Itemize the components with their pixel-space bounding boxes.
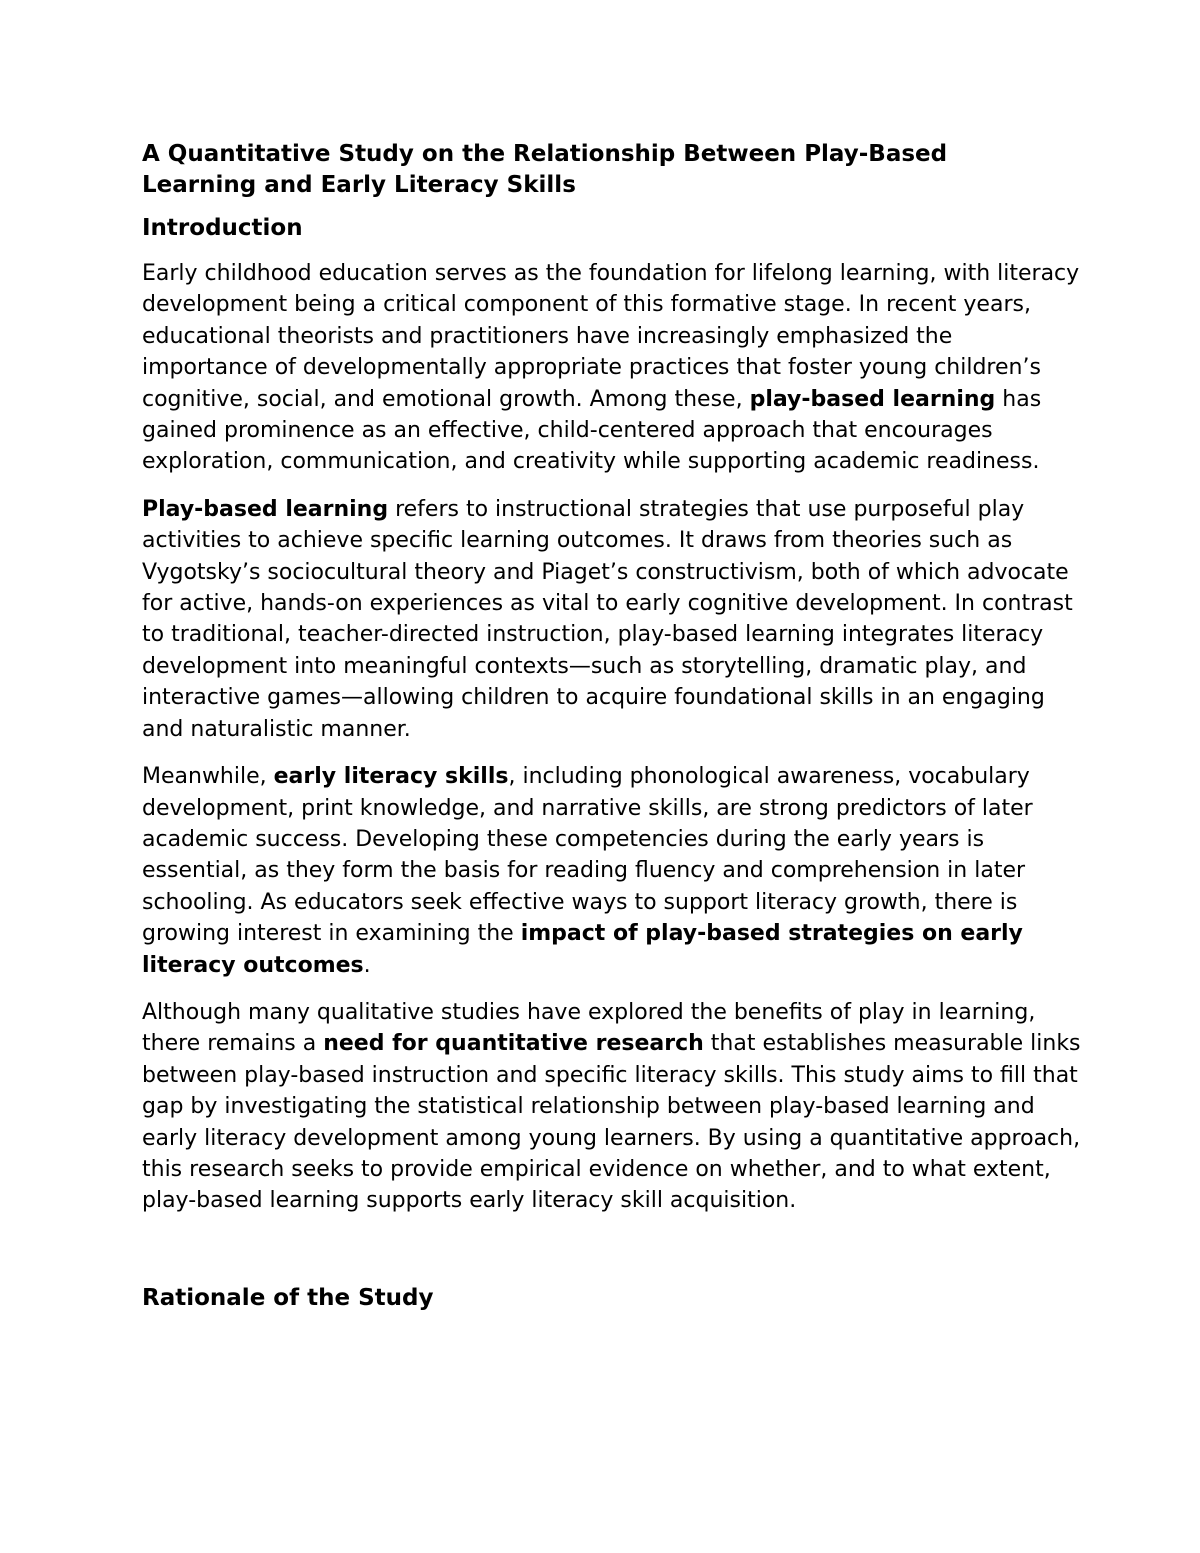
p4-text-c: that establishes measurable links between play-based instruction and specific literacy skills. This study aims to fill that gap by investigating the statistical relationship between play-based learning and early literacy development among young learners. By using a quantitative approach, this research seeks to provide empirical evidence on whether, and to what extent, play-based learning supports early literacy skill acquisition. <box>142 1031 1081 1214</box>
p2-bold-play-based-learning: Play-based learning <box>142 496 389 522</box>
intro-paragraph-4 <box>142 997 1082 1217</box>
p3-text-a: Meanwhile, <box>142 764 274 790</box>
p4-text-a: Although many qualitative studies have explored the benefits of play in learning, there remains a <box>142 999 1036 1057</box>
introduction-heading: Introduction <box>142 215 303 241</box>
intro-paragraph-2 <box>142 494 1082 745</box>
p1-text-a: Early childhood education serves as the foundation for lifelong learning, with literacy development being a critical component of this formative stage. In recent years, educational theorists and practitioners have increasingly emphasized the importance of developmentally appropriate practices that foster young children’s cognitive, social, and emotional growth. Among these, <box>142 261 1080 412</box>
intro-paragraph-1 <box>142 258 1082 478</box>
rationale-heading: Rationale of the Study <box>142 1284 434 1311</box>
document-page <box>142 139 1082 1328</box>
p3-bold-early-literacy-skills: early literacy skills <box>273 764 509 790</box>
document-title: A Quantitative Study on the Relationship Between Play-Based Learning and Early Literacy Skills <box>142 141 948 198</box>
p3-text-e: . <box>363 952 371 978</box>
p3-bold-impact: impact of play-based strategies on early literacy outcomes <box>142 921 1023 978</box>
p4-bold-need-for-quantitative-research: need for quantitative research <box>323 1031 704 1057</box>
intro-paragraph-3 <box>142 761 1082 981</box>
p1-bold-play-based-learning: play-based learning <box>749 386 996 412</box>
blank-line <box>142 1233 1082 1283</box>
p2-text-b: refers to instructional strategies that use purposeful play activities to achieve specific learning outcomes. It draws from theories such as Vygotsky’s sociocultural theory and Piaget’s constructivism, both of which advocate for active, hands-on experiences as vital to early cognitive development. In contrast to traditional, teacher-directed instruction, play-based learning integrates literacy development into meaningful contexts—such as storytelling, dramatic play, and interactive games—allowing children to acquire foundational skills in an engaging and naturalistic manner. <box>142 496 1073 742</box>
p3-text-c: , including phonological awareness, vocabulary development, print knowledge, and narrative skills, are strong predictors of later academic success. Developing these competencies during the early years is essential, as they form the basis for reading fluency and comprehension in later schooling. As educators seek effective ways to support literacy growth, there is growing interest in examining the <box>142 764 1033 947</box>
p1-text-c: has gained prominence as an effective, child-centered approach that encourages exploration, communication, and creativity while supporting academic readiness. <box>142 386 1042 475</box>
